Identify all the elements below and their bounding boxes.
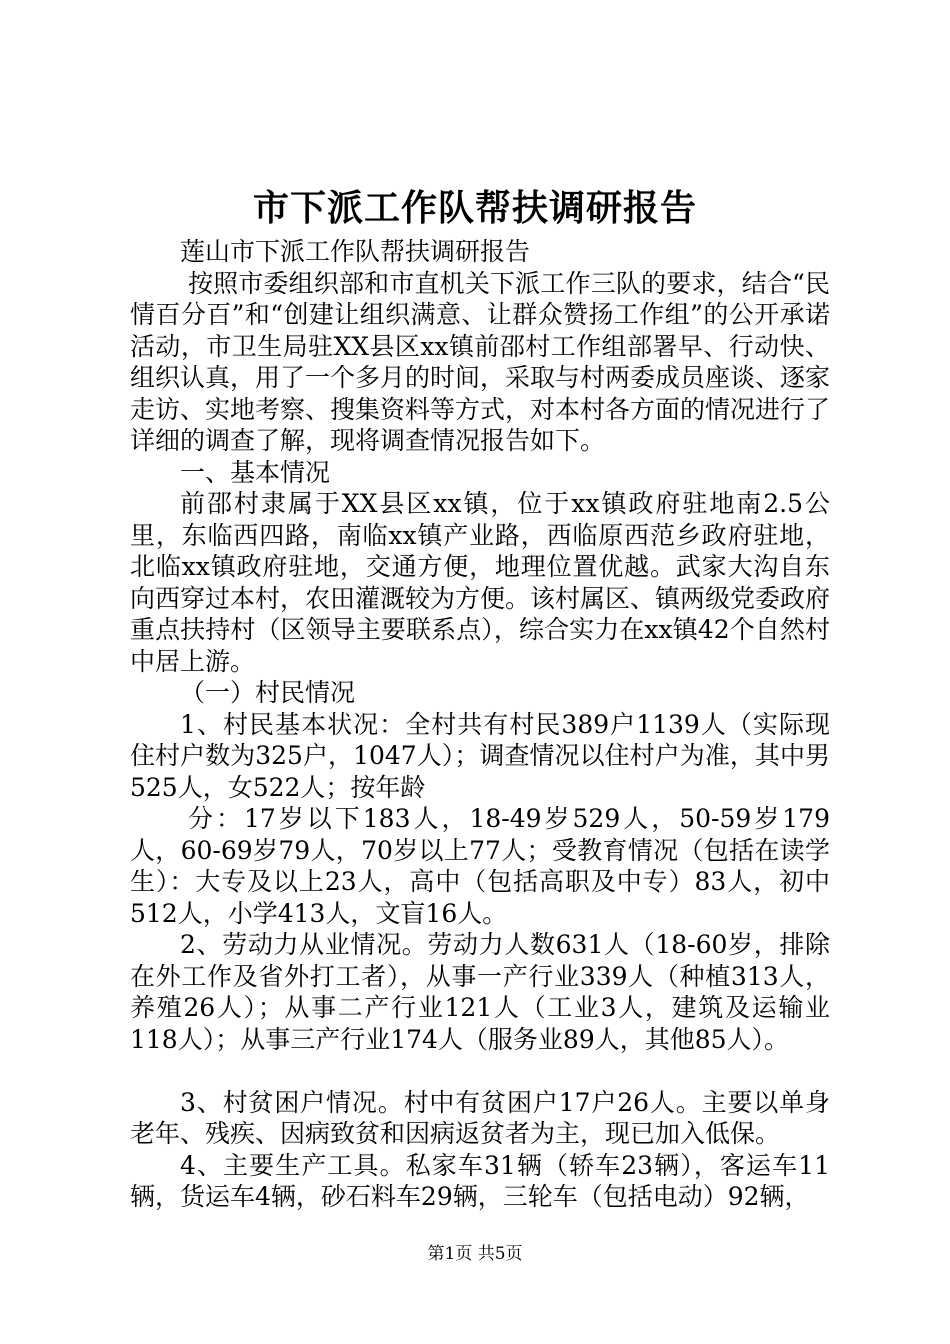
paragraph-subtitle: 莲山市下派工作队帮扶调研报告 (180, 237, 531, 266)
paragraph-tools: 4、主要生产工具。私家车31辆（轿车23辆），客运车11辆，货运车4辆，砂石料车29辆，三轮车（包括电动）92辆， (130, 1150, 830, 1211)
subsection-heading-villagers: （一）村民情况 (180, 678, 356, 707)
paragraph-poverty: 3、村贫困户情况。村中有贫困户17户26人。主要以单身老年、残疾、因病致贫和因病返贫者为主，现已加入低保。 (130, 1087, 830, 1148)
page-number-footer: 第1页 共5页 (427, 1244, 523, 1264)
document-title: 市下派工作队帮扶调研报告 (252, 187, 697, 229)
section-heading-basic-info: 一、基本情况 (180, 457, 331, 487)
document-body (130, 236, 830, 1213)
paragraph-labor: 2、劳动力从业情况。劳动力人数631人（18-60岁，排除在外工作及省外打工者），从事一产行业339人（种植313人，养殖26人）；从事二产行业121人（工业3人，建筑及运输业118人）；从事三产行业174人（服务业89人，其他85人）。 (130, 930, 830, 1054)
paragraph-village-overview: 前邵村隶属于XX县区xx镇，位于xx镇政府驻地南2.5公里，东临西四路，南临xx镇产业路，西临原西范乡政府驻地，北临xx镇政府驻地，交通方便，地理位置优越。武家大沟自东向西穿过本村，农田灌溉较为方便。该村属区、镇两级党委政府重点扶持村（区领导主要联系点），综合实力在xx镇42个自然村中居上游。 (130, 489, 831, 676)
paragraph-intro: 按照市委组织部和市直机关下派工作三队的要求，结合“民情百分百”和“创建让组织满意、让群众赞扬工作组”的公开承诺活动，市卫生局驻XX县区xx镇前邵村工作组部署早、行动快、组织认真，用了一个多月的时间，采取与村两委成员座谈、逐家走访、实地考察、搜集资料等方式，对本村各方面的情况进行了详细的调查了解，现将调查情况报告如下。 (130, 268, 831, 455)
paragraph-age-education: 分：17岁以下183人，18-49岁529人，50-59岁179人，60-69岁79人，70岁以上77人；受教育情况（包括在读学生）：大专及以上23人，高中（包括高职及中专）83人，初中512人，小学413人，文盲16人。 (130, 804, 830, 928)
paragraph-villager-status: 1、村民基本状况：全村共有村民389户1139人（实际现住村户数为325户，1047人）；调查情况以住村户为准，其中男525人，女522人；按年龄 (130, 709, 830, 802)
blank-line (130, 1055, 830, 1087)
